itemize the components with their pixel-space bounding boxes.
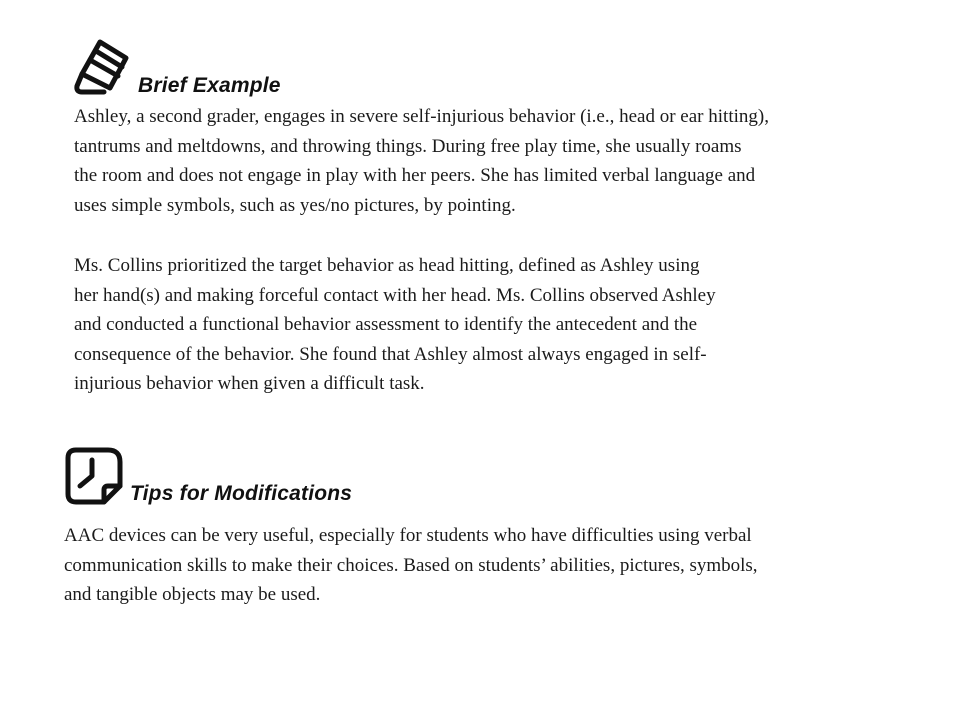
brief-example-paragraph-1 — [74, 102, 769, 220]
tips-section — [64, 446, 934, 606]
pencil-eraser-icon — [74, 34, 134, 101]
brief-example-heading: Brief Example — [138, 74, 281, 97]
paragraph-line: injurious behavior when given a difficult task. — [74, 373, 425, 395]
paragraph-line: the room and does not engage in play with her peers. She has limited verbal language and — [74, 165, 756, 187]
paragraph-line: Ashley, a second grader, engages in severe self-injurious behavior (i.e., head or ear hitting), — [74, 106, 769, 127]
paragraph-line: AAC devices can be very useful, especially for students who have difficulties using verbal — [64, 525, 752, 546]
paragraph-line: uses simple symbols, such as yes/no pictures, by pointing. — [74, 194, 516, 216]
tips-paragraph — [64, 521, 758, 610]
paragraph-line: her hand(s) and making forceful contact with her head. Ms. Collins observed Ashley — [74, 284, 716, 306]
brief-example-paragraph-2 — [74, 251, 716, 399]
paragraph-line: tantrums and meltdowns, and throwing things. During free play time, she usually roams — [74, 135, 742, 157]
brief-example-header — [74, 34, 934, 98]
paragraph-line: and conducted a functional behavior assessment to identify the antecedent and the — [74, 314, 698, 336]
paragraph-line: Ms. Collins prioritized the target behavior as head hitting, defined as Ashley using — [74, 255, 700, 276]
brief-example-section — [74, 34, 934, 395]
paragraph-line: communication skills to make their choices. Based on students’ abilities, pictures, symbols, — [64, 554, 758, 576]
paragraph-line: consequence of the behavior. She found that Ashley almost always engaged in self- — [74, 343, 707, 365]
paragraph-line: and tangible objects may be used. — [64, 584, 321, 606]
tips-heading: Tips for Modifications — [130, 482, 353, 505]
tips-header — [64, 446, 934, 510]
note-checkmark-icon — [64, 446, 124, 511]
